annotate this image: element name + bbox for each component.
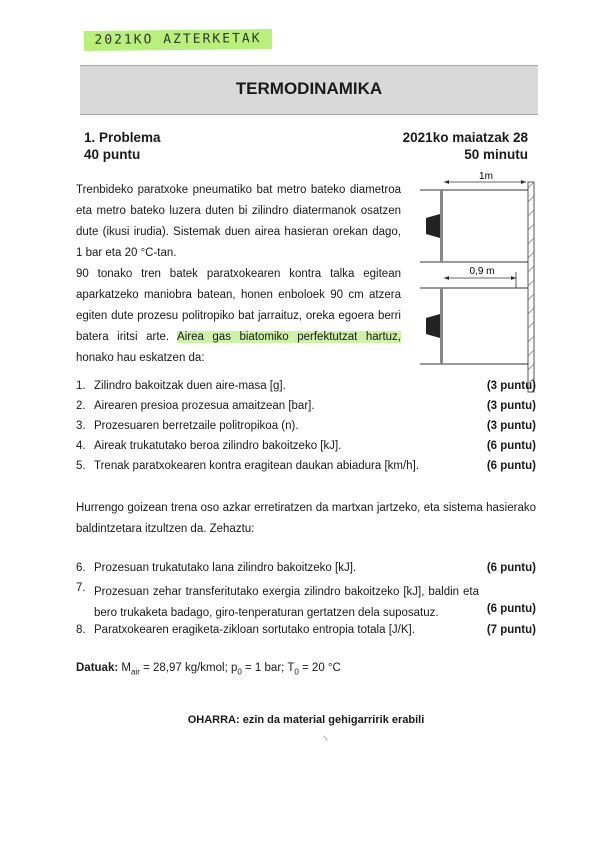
question-6: 6. Prozesuan trukatutako lana zilindro bakoitzeko [kJ]. (6 puntu) xyxy=(76,562,536,574)
intro-paragraph-1: Trenbideko paratxoke pneumatiko bat metro bateko diametroa eta metro bateko luzera duten bi zilindro diatermanok osatzen dute (ikusi irudia). Sistemak duen airea hasieran orekan dago, 1 bar eta 20 °C-tan. xyxy=(76,184,401,259)
exam-duration: 50 minutu xyxy=(464,147,528,162)
question-4: 4. Aireak trukatutako beroa zilindro bakoitzeko [kJ]. (6 puntu) xyxy=(76,440,536,452)
problem-number: 1. Problema xyxy=(84,130,161,145)
piston-rod-1 xyxy=(440,190,443,262)
exam-date: 2021ko maiatzak 28 xyxy=(402,130,528,145)
question-2: 2. Airearen presioa prozesua amaitzean [bar]. (3 puntu) xyxy=(76,400,536,412)
handwritten-tag: 2021KO AZTERKETAK xyxy=(84,29,272,51)
piston-rod-2 xyxy=(440,288,443,364)
problem-statement xyxy=(76,180,401,369)
question-1: 1. Zilindro bakoitzak duen aire-masa [g]. (3 puntu) xyxy=(76,380,536,392)
problem-points: 40 puntu xyxy=(84,147,141,162)
highlighted-text: Airea gas biatomiko perfektutzat hartuz, xyxy=(177,331,402,343)
buffer-figure xyxy=(420,168,540,398)
question-3: 3. Prozesuaren berretzaile politropikoa (n). (3 puntu) xyxy=(76,420,536,432)
scan-mark xyxy=(323,735,328,740)
question-8: 8. Paratxokearen eragiketa-zikloan sortutako entropia totala [J/K]. (7 puntu) xyxy=(76,624,536,636)
follow-up-statement: Hurrengo goizean trena oso azkar erretiratzen da martxan jartzeko, eta sistema hasierako baldintzetara itzultzen da. Zehaztu: xyxy=(76,502,536,535)
arrow-left-icon xyxy=(444,180,449,184)
arrow-right-icon xyxy=(511,276,516,280)
dimension-label-1m: 1m xyxy=(479,171,493,182)
buffer-head-1 xyxy=(426,214,440,238)
arrow-right-icon xyxy=(521,180,526,184)
note: OHARRA: ezin da material gehigarririk erabili xyxy=(187,714,425,726)
arrow-left-icon xyxy=(444,276,449,280)
buffer-head-2 xyxy=(426,314,440,338)
page-title: TERMODINAMIKA xyxy=(235,79,383,98)
intro-paragraph-2: 90 tonako tren batek paratxokearen kontra talka egitean aparkatzeko maniobra batean, honen enboloek 90 cm atzera egiten dute prozesu politropiko bat jarraituz, oreka egoera berri batera iritsi arte. Airea gas biatomiko perfektutzat hartuz, honako hau eskatzen da: xyxy=(76,268,402,364)
question-5: 5. Trenak paratxokearen kontra eragitean daukan abiadura [km/h]. (6 puntu) xyxy=(76,460,536,472)
wall xyxy=(528,182,534,392)
data-line: Datuak: $M_{air} = 28,97$ kg/kmol; $p_0 = 1$ bar; $T_0 = 20$ °C xyxy=(76,662,341,677)
question-7: 7. Prozesuan zehar transferitutako exergia zilindro bakoitzeko [kJ], baldin eta bero trukaketa badago, giro-tenperaturan gertatzen dela suposatuz. (6 puntu) xyxy=(76,582,536,619)
dimension-label-09m: 0,9 m xyxy=(469,266,495,277)
